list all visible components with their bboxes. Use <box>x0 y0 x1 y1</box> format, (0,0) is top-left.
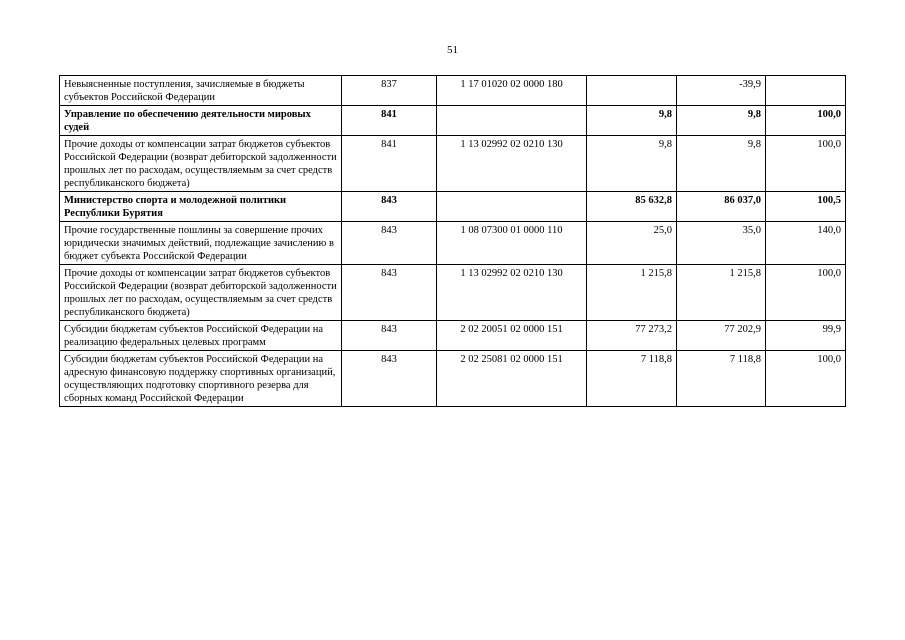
row-fact: 9,8 <box>677 136 766 192</box>
row-budget-code: 1 13 02992 02 0210 130 <box>437 265 587 321</box>
table-row-group-header <box>60 106 846 136</box>
row-name: Субсидии бюджетам субъектов Российской Федерации на реализацию федеральных целевых программ <box>60 321 342 351</box>
page-number: 51 <box>447 44 458 56</box>
row-budget-code: 2 02 25081 02 0000 151 <box>437 351 587 407</box>
row-name: Управление по обеспечению деятельности мировых судей <box>60 106 342 136</box>
row-budget-code <box>437 192 587 222</box>
table-row <box>60 136 846 192</box>
row-budget-code: 1 17 01020 02 0000 180 <box>437 76 587 106</box>
row-plan: 7 118,8 <box>587 351 677 407</box>
table-row <box>60 222 846 265</box>
revenue-table-body <box>60 76 846 407</box>
row-budget-code <box>437 106 587 136</box>
table-row <box>60 265 846 321</box>
row-percent: 100,0 <box>766 351 846 407</box>
row-admin-code: 841 <box>342 136 437 192</box>
row-fact: 77 202,9 <box>677 321 766 351</box>
row-admin-code: 843 <box>342 222 437 265</box>
table-row-group-header <box>60 192 846 222</box>
row-percent: 99,9 <box>766 321 846 351</box>
row-percent: 100,0 <box>766 265 846 321</box>
row-plan: 77 273,2 <box>587 321 677 351</box>
row-percent: 100,0 <box>766 106 846 136</box>
row-fact: 35,0 <box>677 222 766 265</box>
row-name: Прочие доходы от компенсации затрат бюджетов субъектов Российской Федерации (возврат дебиторской задолженности прошлых лет по расходам, осуществляемым за счет средств республиканского бюджета) <box>60 136 342 192</box>
row-percent: 100,5 <box>766 192 846 222</box>
row-fact: -39,9 <box>677 76 766 106</box>
row-percent: 140,0 <box>766 222 846 265</box>
row-admin-code: 841 <box>342 106 437 136</box>
row-admin-code: 843 <box>342 321 437 351</box>
table-row <box>60 321 846 351</box>
row-admin-code: 843 <box>342 192 437 222</box>
row-name: Субсидии бюджетам субъектов Российской Федерации на адресную финансовую поддержку спортивных организаций, осуществляющих подготовку спортивного резерва для сборных команд Российской Федерации <box>60 351 342 407</box>
row-plan: 85 632,8 <box>587 192 677 222</box>
row-percent: 100,0 <box>766 136 846 192</box>
row-budget-code: 2 02 20051 02 0000 151 <box>437 321 587 351</box>
row-fact: 1 215,8 <box>677 265 766 321</box>
row-admin-code: 843 <box>342 265 437 321</box>
row-admin-code: 837 <box>342 76 437 106</box>
revenue-table <box>59 75 846 407</box>
row-percent <box>766 76 846 106</box>
row-name: Прочие доходы от компенсации затрат бюджетов субъектов Российской Федерации (возврат дебиторской задолженности прошлых лет по расходам, осуществляемым за счет средств республиканского бюджета) <box>60 265 342 321</box>
row-fact: 9,8 <box>677 106 766 136</box>
row-plan: 9,8 <box>587 136 677 192</box>
table-row <box>60 351 846 407</box>
row-name: Невыясненные поступления, зачисляемые в бюджеты субъектов Российской Федерации <box>60 76 342 106</box>
row-plan: 1 215,8 <box>587 265 677 321</box>
row-name: Министерство спорта и молодежной политики Республики Бурятия <box>60 192 342 222</box>
row-plan <box>587 76 677 106</box>
row-fact: 86 037,0 <box>677 192 766 222</box>
row-budget-code: 1 08 07300 01 0000 110 <box>437 222 587 265</box>
row-plan: 25,0 <box>587 222 677 265</box>
table-row <box>60 76 846 106</box>
row-budget-code: 1 13 02992 02 0210 130 <box>437 136 587 192</box>
row-fact: 7 118,8 <box>677 351 766 407</box>
row-name: Прочие государственные пошлины за совершение прочих юридически значимых действий, подлежащие зачислению в бюджет субъекта Российской Федерации <box>60 222 342 265</box>
row-admin-code: 843 <box>342 351 437 407</box>
row-plan: 9,8 <box>587 106 677 136</box>
